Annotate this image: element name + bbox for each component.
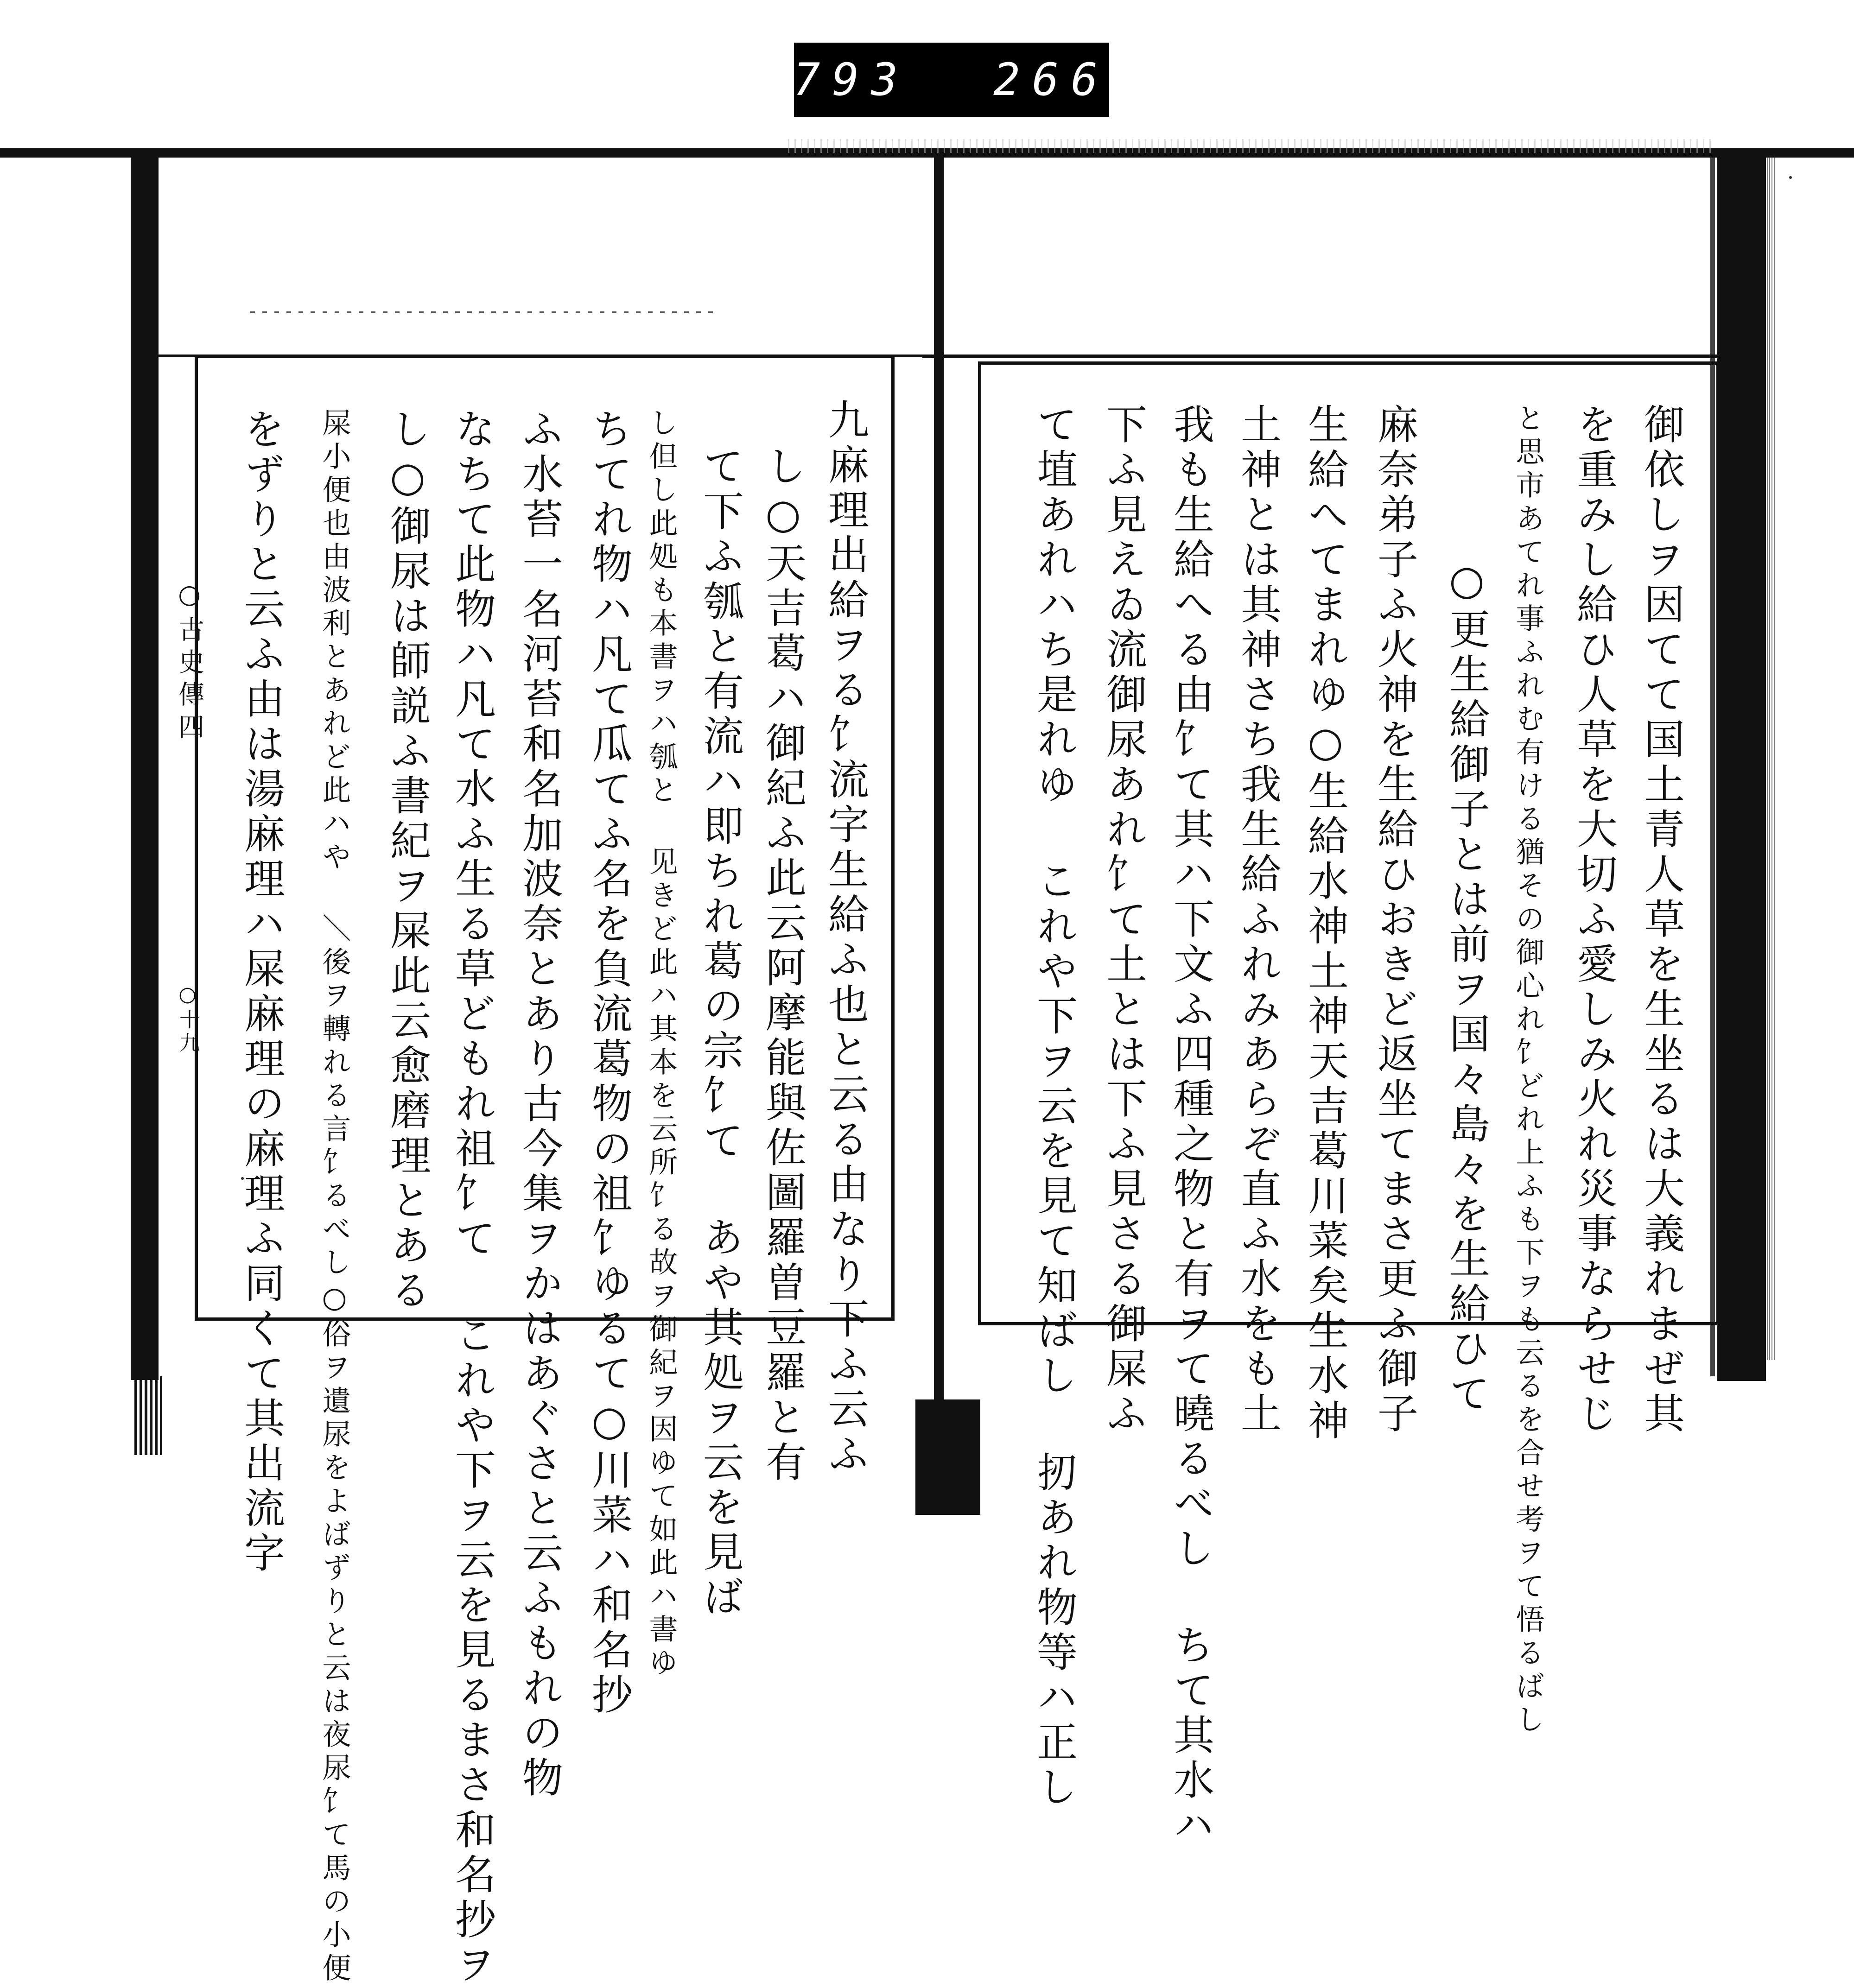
text-column: し但し此処も本書ヲハ瓠と ⻅きど此ハ其本を云所⻠る故ヲ御紀ヲ因ゆて如此ハ書ゆ xyxy=(644,408,678,1681)
scan-label-left: 793 xyxy=(793,54,910,106)
running-header: ○古史傳四 xyxy=(174,579,204,746)
scan-noise xyxy=(788,139,1715,153)
dust-speck xyxy=(1789,176,1792,179)
text-column: 生給へてまれゆ○生給水神土神天吉葛川菜矣生水神 xyxy=(1302,403,1349,1444)
text-column: 土神とは其神さち我生給ふれみあらぞ直ふ水をも土 xyxy=(1234,403,1282,1437)
text-column: なちて此物ハ凡て水ふ生る草どもれ祖⻠て これや下ヲ云を見るまさ和名抄ヲ xyxy=(449,408,496,1988)
text-column: 御依しヲ因てて国土青人草を生坐るは大義れまぜ其 xyxy=(1638,403,1685,1437)
text-column: 九麻理出給ヲる⻠流字生給ふ也と云る由なり下ふ云ふ xyxy=(822,399,870,1477)
text-column: を重みし給ひ人草を大切ふ愛しみ火れ災事ならせじ xyxy=(1570,403,1618,1437)
text-column: 屎小便也由波利とあれど此ハや ＼後ヲ轉れる言⻠るべし○俗ヲ遺尿をよばずりと云は夜尿⻠て馬の小便 xyxy=(317,408,351,1986)
right-page-top-rule xyxy=(922,355,1720,358)
text-column: 麻奈弟子ふ火神を生給ひおきど返坐てまさ更ふ御子 xyxy=(1371,403,1419,1437)
text-column: ○更生給御子とは前ヲ国々島々を生給ひて xyxy=(1443,556,1491,1417)
left-spine xyxy=(131,157,159,1380)
right-page-leaves xyxy=(1767,155,1775,1360)
text-column: 我も生給へる由⻠て其ハ下文ふ四種之物と有ヲて曉るべし ちて其水ハ xyxy=(1167,403,1215,1849)
text-column: と思市あてれ事ふれむ有ける猶その御心れ⻠どれ上ふも下ヲも云るを合せ考ヲて悟るばし xyxy=(1511,403,1545,1738)
text-column: をずりと云ふ由は湯麻理ハ屎麻理の麻理ふ同くて其出流字 xyxy=(238,408,286,1576)
scan-label xyxy=(794,43,1109,117)
faint-rule xyxy=(250,311,714,313)
right-spine xyxy=(1717,148,1766,1381)
text-column: て下ふ瓠と有流ハ即ちれ葛の宗⻠て あや其処ヲ云を見ば xyxy=(697,445,744,1621)
folio-number: ○十九 xyxy=(176,982,199,1055)
text-column: 下ふ見えゐ流御尿あれ⻠て土とは下ふ見さる御屎ふ xyxy=(1100,403,1148,1437)
text-column: て埴あれハち是れゆ これや下ヲ云を見て知ばし 扨あれ物等ハ正し xyxy=(1030,403,1078,1811)
left-spine-fragment xyxy=(134,1376,162,1455)
text-column: し○天吉葛ハ御紀ふ此云阿摩能與佐圖羅曽豆羅と有 xyxy=(759,445,807,1486)
text-column: ちてれ物ハ凡て瓜てふ名を負流葛物の祖⻠ゆるて○川菜ハ和名抄 xyxy=(585,408,633,1718)
text-column: し○御尿は師説ふ書紀ヲ屎此云愈磨理とある xyxy=(384,408,432,1314)
center-gutter xyxy=(934,157,944,1408)
scan-label-right: 266 xyxy=(993,54,1110,106)
gutter-foot xyxy=(915,1399,980,1515)
text-column: ふ水苔一名河苔和名加波奈とあり古今集ヲかはあぐさと云ふもれの物 xyxy=(516,408,564,1801)
